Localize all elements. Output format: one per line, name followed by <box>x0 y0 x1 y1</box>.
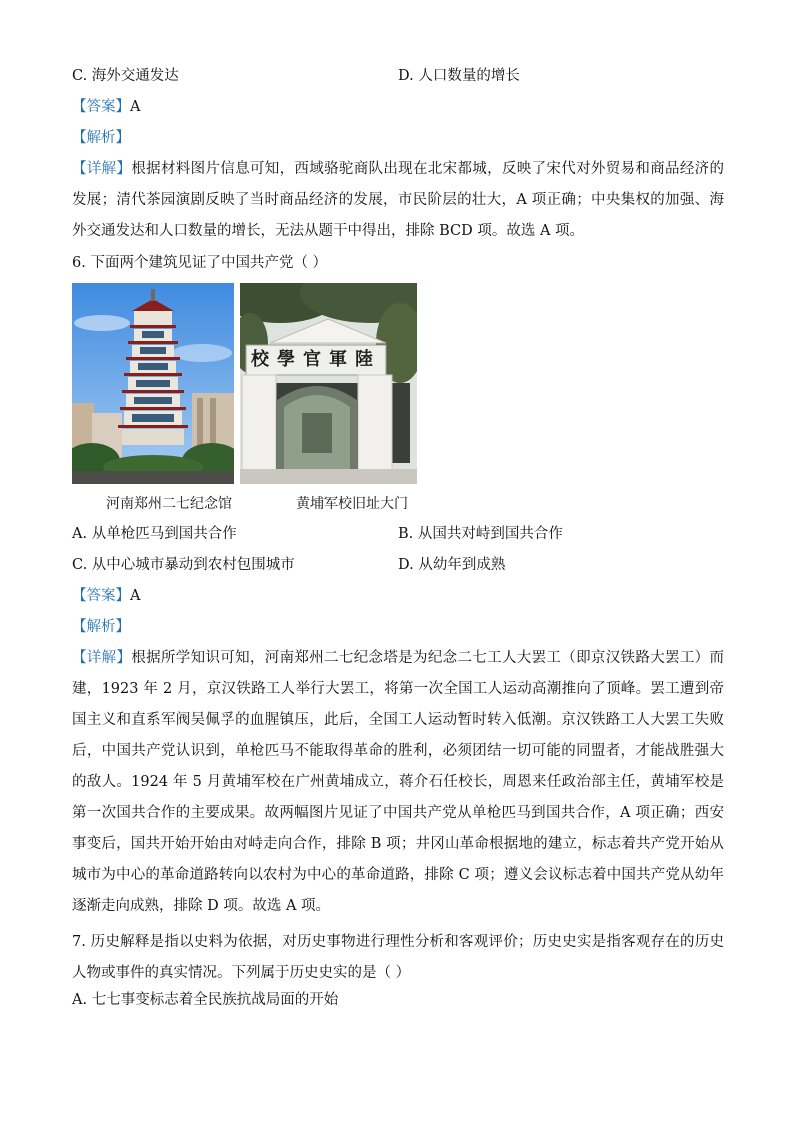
analysis-tag: 【解析】 <box>72 130 130 146</box>
q5-answer <box>72 97 140 117</box>
q5-analysis-tag <box>72 128 130 148</box>
q6-stem: 6. 下面两个建筑见证了中国共产党（ ） <box>72 255 328 271</box>
whampoa-gate-photo <box>240 283 417 484</box>
analysis-tag: 【解析】 <box>72 619 130 635</box>
q6-option-c: C. 从中心城市暴动到农村包围城市 <box>72 557 295 573</box>
q6-detail <box>72 643 724 922</box>
q6-option-a: A. 从单枪匹马到国共合作 <box>72 526 237 542</box>
q7-option-a: A. 七七事变标志着全民族抗战局面的开始 <box>72 992 339 1008</box>
erqi-memorial-photo <box>72 283 234 484</box>
answer-value: A <box>130 588 141 604</box>
answer-tag: 【答案】 <box>72 588 130 604</box>
detail-text: 根据所学知识可知，河南郑州二七纪念塔是为纪念二七工人大罢工（即京汉铁路大罢工）而建，1923 年 2 月，京汉铁路工人举行大罢工，将第一次全国工人运动高潮推向了顶峰。罢工遭到帝国主义和直系军阀吴佩孚的血腥镇压，此后，全国工人运动暂时转入低潮。京汉铁路工人大罢工失败后，中国共产党认识到，单枪匹马不能取得革命的胜利，必须团结一切可能的同盟者，才能战胜强大的敌人。1924 年 5 月黄埔军校在广州黄埔成立，蒋介石任校长，周恩来任政治部主任，黄埔军校是第一次国共合作的主要成果。故两幅图片见证了中国共产党从单枪匹马到国共合作，A 项正确；西安事变后，国共开始开始由对峙走向合作，排除 B 项；井冈山革命根据地的建立，标志着共产党开始从城市为中心的革命道路转向以农村为中心的革命道路，排除 C 项；遵义会议标志着中国共产党从幼年逐渐走向成熟，排除 D 项。故选 A 项。 <box>72 650 725 914</box>
gate-plaque-text: 陸軍官學校 <box>251 349 381 370</box>
image-caption-left: 河南郑州二七纪念馆 <box>106 496 232 512</box>
q6-option-d: D. 从幼年到成熟 <box>398 557 506 573</box>
q6-answer <box>72 586 140 606</box>
detail-tag: 【详解】 <box>72 161 132 177</box>
answer-value: A <box>130 99 141 115</box>
q5-detail <box>72 154 724 247</box>
q5-option-d: D. 人口数量的增长 <box>398 68 520 84</box>
q6-option-b: B. 从国共对峙到国共合作 <box>398 526 563 542</box>
q6-analysis-tag <box>72 617 130 637</box>
image-caption-right: 黄埔军校旧址大门 <box>296 496 408 512</box>
answer-tag: 【答案】 <box>72 99 130 115</box>
detail-text: 根据材料图片信息可知，西域骆驼商队出现在北宋都城，反映了宋代对外贸易和商品经济的发展；清代茶园演剧反映了当时商品经济的发展，市民阶层的壮大，A 项正确；中央集权的加强、海外交通发达和人口数量的增长，无法从题干中得出，排除 BCD 项。故选 A 项。 <box>72 161 725 239</box>
detail-tag: 【详解】 <box>72 650 132 666</box>
q5-option-c: C. 海外交通发达 <box>72 68 179 84</box>
q7-stem: 7. 历史解释是指以史料为依据，对历史事物进行理性分析和客观评价；历史史实是指客观存在的历史人物或事件的真实情况。下列属于历史史实的是（ ） <box>72 934 724 981</box>
